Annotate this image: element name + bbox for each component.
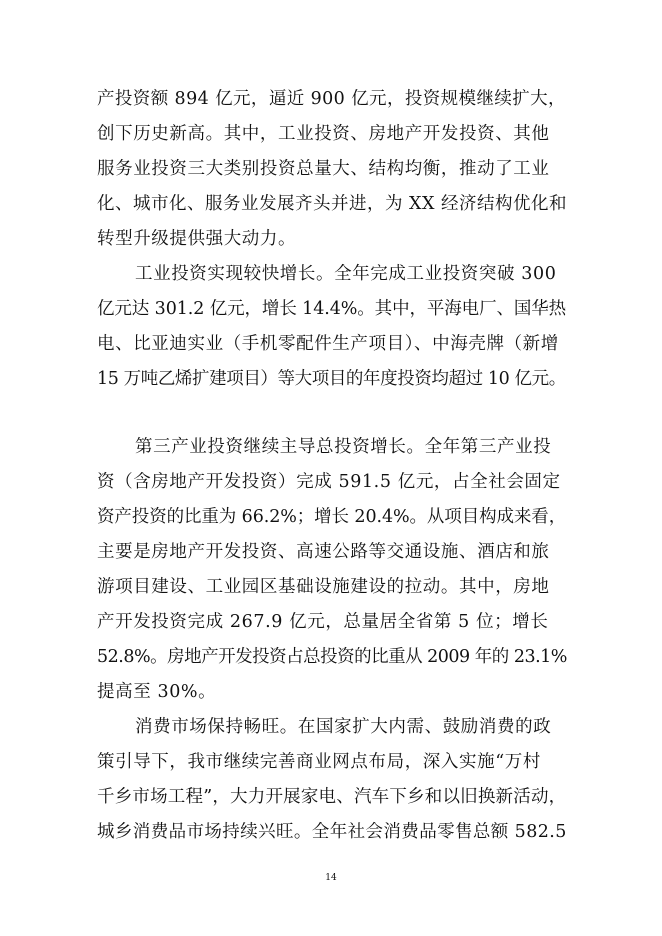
paragraph-3-line-4: 主要是房地产开发投资、高速公路等交通设施、酒店和旅 (97, 542, 550, 562)
paragraph-1-line-5: 转型升级提供强大动力。 (97, 229, 297, 249)
paragraph-2-line-3: 电、比亚迪实业（手机零配件生产项目）、中海壳牌（新增 (97, 334, 559, 354)
paragraph-4-line-2: 策引导下，我市继续完善商业网点布局，深入实施“万村 (97, 752, 541, 772)
page-number: 14 (325, 873, 337, 883)
paragraph-3-line-8: 提高至 30%。 (97, 682, 217, 702)
paragraph-1-line-2: 创下历史新高。其中，工业投资、房地产开发投资、其他 (97, 124, 550, 144)
paragraph-3-line-6: 产开发投资完成 267.9 亿元，总量居全省第 5 位；增长 (97, 612, 549, 632)
paragraph-1-line-3: 服务业投资三大类别投资总量大、结构均衡，推动了工业 (97, 159, 550, 179)
paragraph-3-line-1: 第三产业投资继续主导总投资增长。全年第三产业投 (135, 437, 552, 457)
paragraph-2-line-1: 工业投资实现较快增长。全年完成工业投资突破 300 (135, 264, 557, 284)
paragraph-1-line-4: 化、城市化、服务业发展齐头并进，为 XX 经济结构优化和 (97, 194, 568, 214)
paragraph-2-line-4: 15 万吨乙烯扩建项目）等大项目的年度投资均超过 10 亿元。 (97, 369, 566, 389)
paragraph-1-line-1: 产投资额 894 亿元，逼近 900 亿元，投资规模继续扩大， (97, 89, 566, 109)
paragraph-3-line-7: 52.8%。房地产开发投资占总投资的比重从 2009 年的 23.1% (97, 647, 567, 667)
paragraph-4-line-3: 千乡市场工程”，大力开展家电、汽车下乡和以旧换新活动， (97, 787, 567, 807)
paragraph-2-line-2: 亿元达 301.2 亿元，增长 14.4%。其中，平海电厂、国华热 (97, 299, 567, 319)
paragraph-4-line-1: 消费市场保持畅旺。在国家扩大内需、鼓励消费的政 (135, 717, 552, 737)
paragraph-3-line-2: 资（含房地产开发投资）完成 591.5 亿元，占全社会固定 (97, 472, 561, 492)
paragraph-3-line-5: 游项目建设、工业园区基础设施建设的拉动。其中，房地 (97, 577, 550, 597)
paragraph-4-line-4: 城乡消费品市场持续兴旺。全年社会消费品零售总额 582.5 (97, 822, 567, 842)
paragraph-3-line-3: 资产投资的比重为 66.2%；增长 20.4%。从项目构成来看， (97, 507, 567, 527)
